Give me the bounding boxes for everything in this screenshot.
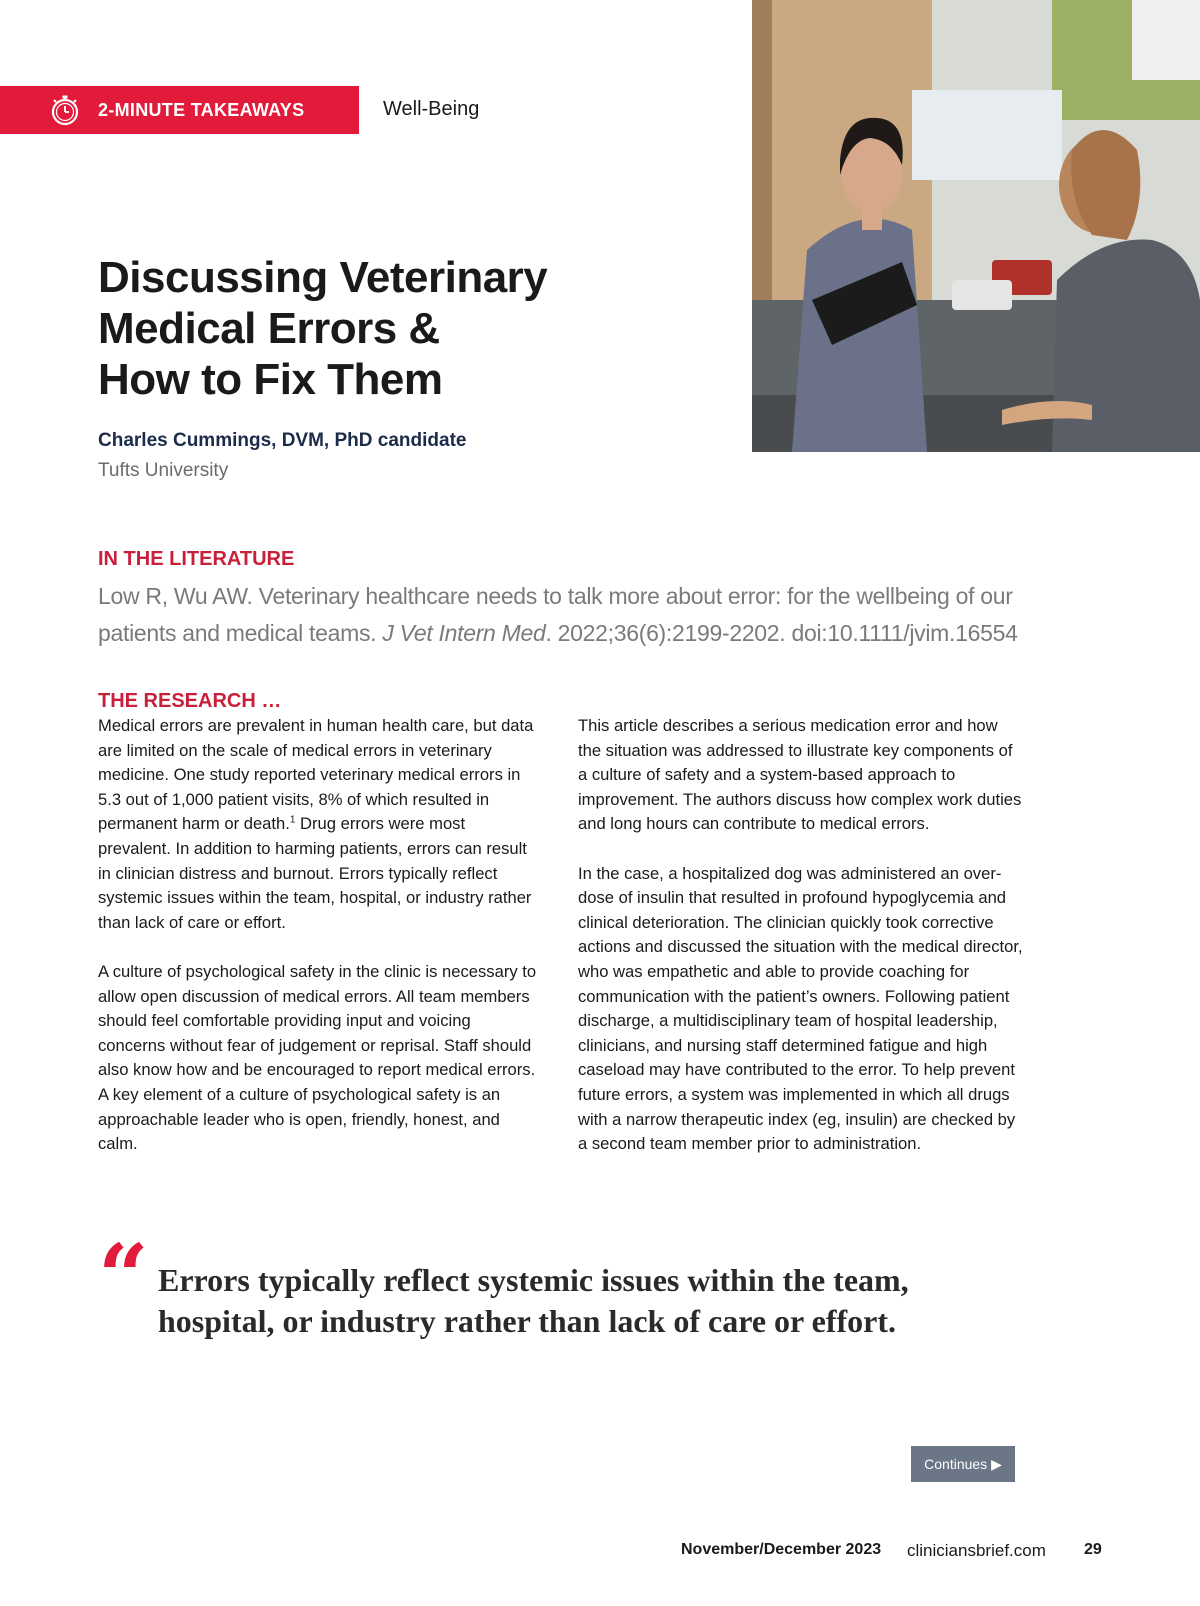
paragraph: This article describes a serious medication error and how the situation was addressed to illustrate key components of a culture of safety and a system-based approach to improvement. The authors discuss how complex work duties and long hours can contribute to medical errors. (578, 716, 1022, 834)
paragraph-text: Drug errors were most prevalent. In addition to harming patients, errors can result in clinician distress and burnout. Errors typically reflect systemic issues within the team, hospital, or industry rather than lack of care or effort. (98, 814, 532, 932)
category-label: Well-Being (383, 98, 480, 120)
citation (98, 578, 1018, 652)
literature-heading: IN THE LITERATURE (98, 548, 295, 570)
pull-quote: Errors typically reflect systemic issues within the team, hospital, or industry rather than lack of care or effort. (158, 1262, 909, 1339)
title-line-3: How to Fix Them (98, 355, 443, 404)
paragraph: A culture of psychological safety in the clinic is necessary to allow open discussion of medical errors. All team members should feel comfortable providing input and voicing concerns without fear of judgement or reprisal. Staff should also know how and be encouraged to report medical errors. A key element of a culture of psychological safety is an approachable leader who is open, friendly, honest, and calm. (98, 961, 537, 1154)
paragraph (98, 714, 538, 935)
site-link[interactable]: cliniciansbrief.com (907, 1541, 1046, 1560)
title-line-1: Discussing Veterinary (98, 253, 548, 302)
author-name: Charles Cummings, DVM, PhD candidate (98, 430, 467, 451)
citation-journal: J Vet Intern Med (382, 620, 546, 646)
title-line-2: Medical Errors & (98, 304, 440, 353)
body-column-left (98, 714, 538, 1181)
stopwatch-icon (48, 93, 82, 127)
citation-authors-title: Low R, Wu AW. Veterinary healthcare needs to talk more about error: for the wellbeing of our patients and medical teams. (98, 583, 1013, 646)
continues-button[interactable] (911, 1446, 1015, 1482)
page-number: 29 (1084, 1541, 1102, 1558)
footnote-ref: 1 (289, 814, 296, 826)
article-title (98, 252, 658, 405)
body-column-right (578, 714, 1024, 1181)
issue-date: November/December 2023 (681, 1541, 882, 1558)
play-triangle-icon: ▶ (991, 1456, 1002, 1472)
banner-label: 2-MINUTE TAKEAWAYS (98, 100, 305, 120)
paragraph: In the case, a hospitalized dog was administered an overdose of insulin that resulted in profound hypoglycemia and clinical deterioration. The clinician quickly took corrective actions and discussed the situation with the medical director, who was empathetic and able to provide coaching for communication with the patient’s owners. Following patient discharge, a multidisciplinary team of hospital leadership, clinicians, and nursing staff determined fatigue and high caseload may have contributed to the error. To help prevent future errors, a system was implemented in which all drugs with a narrow therapeutic index (eg, insulin) are checked by a second team member prior to administration. (578, 863, 1023, 1154)
quote-mark-icon: “ (98, 1224, 149, 1328)
continues-label: Continues (924, 1456, 988, 1472)
author-affiliation: Tufts University (98, 460, 229, 481)
section-banner (0, 86, 359, 134)
paragraph-text: Medical errors are prevalent in human health care, but data are limited on the scale of medical errors in veterinary medicine. One study reported veterinary medical errors in 5.3 out of 1,000 patient visits, 8% of which resulted in permanent harm or death. (98, 716, 534, 834)
citation-details: . 2022;36(6):2199-2202. doi:10.1111/jvim.16554 (545, 620, 1018, 646)
research-heading: THE RESEARCH … (98, 690, 282, 712)
article-photo (752, 0, 1200, 452)
